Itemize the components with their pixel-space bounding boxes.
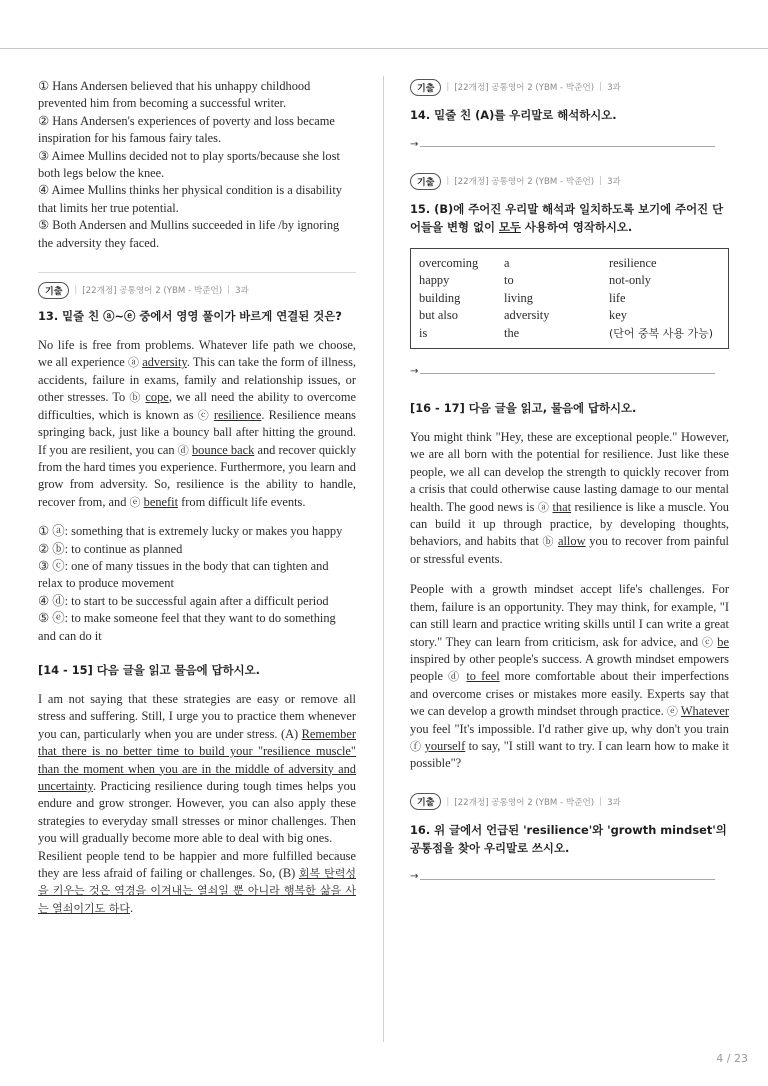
q13-passage: No life is free from problems. Whatever life path we choose, we all experience ⓐ adversity. This can take the form of illness, accidents, failure in exams, family and relationship issues, or other stresses. To ⓑ cope, we all need the ability to overcome difficulties, which is known as ⓒ resilience. Resilience means springing back, just like a bouncy ball after hitting the ground. If you are resilient, you can ⓓ bounce back and recover quickly from the hard times you experience. Furthermore, you learn and grow from adversity. So, resilience is the ability to handle, recover from, and ⓔ benefit from difficult life events. xyxy=(38,338,357,509)
exam-badge: 기출 xyxy=(410,79,441,96)
option-3: ③ Aimee Mullins decided not to play sports/because she lost both legs below the knee. xyxy=(38,148,340,181)
passage-16-17-p1: You might think "Hey, these are exceptional people." However, we are all born with the potential for resilience. Just like these people, we all can develop the strength to quickly recover from a crisis that could otherwise cause lasting damage to our mental health. The good news is ⓐ that resilience is like a muscle. You can build it up through practice, by developing thoughts, behaviors, and habits that ⓑ allow you to recover from painful or stressful events. xyxy=(410,430,729,566)
word-c: be xyxy=(717,634,729,649)
q15-title: 15. (B)에 주어진 우리말 해석과 일치하도록 보기에 주어진 단어들을 변형 없이 모두 사용하여 영작하시오. xyxy=(410,202,724,234)
source-tag: 기출 | [22개정] 공통영어 2 (YBM - 박준언) | 3과 xyxy=(38,281,356,299)
word: the xyxy=(504,325,520,340)
right-column xyxy=(410,78,729,885)
word: happy xyxy=(419,273,450,288)
q14-answer-line[interactable] xyxy=(410,136,729,152)
source-tag: 기출 | [22개정] 공통영어 2 (YBM - 박준언) | 3과 xyxy=(410,78,729,96)
word: to xyxy=(504,273,514,288)
arrow-icon: → xyxy=(410,365,419,377)
q12-options xyxy=(38,78,356,252)
q16-answer-line[interactable] xyxy=(410,869,729,885)
word: but also xyxy=(419,308,458,323)
section-16-17-title: [16 - 17] 다음 글을 읽고, 물음에 답하시오. xyxy=(410,401,637,416)
page-number: 4 / 23 xyxy=(716,1052,748,1065)
source-tag: 기출 | [22개정] 공통영어 2 (YBM - 박준언) | 3과 xyxy=(410,793,729,811)
word: building xyxy=(419,290,461,305)
q13-options xyxy=(38,523,356,645)
option-4: ④ ⓓ: to start to be successful again after a difficult period xyxy=(38,593,329,608)
source-text: [22개정] 공통영어 2 (YBM - 박준언) xyxy=(82,286,223,297)
exam-badge: 기출 xyxy=(410,793,441,810)
word: a xyxy=(504,256,510,270)
lesson-text: 3과 xyxy=(607,83,621,93)
option-5: ⑤ Both Andersen and Mullins succeeded in life /by ignoring the adversity they faced. xyxy=(38,218,340,250)
option-4: ④ Aimee Mullins thinks her physical condition is a disability that limits her true potential. xyxy=(38,183,342,215)
word-c: resilience xyxy=(213,407,262,422)
arrow-icon: → xyxy=(410,138,419,150)
word-f: yourself xyxy=(424,738,466,753)
passage-14-15-p1: I am not saying that these strategies are easy or remove all stress and suffering. Still, I urge you to practice them whenever you can, particularly when you are under stress. (A) Remember that there is no better time to build your "resilience muscle" than the moment when you are in the middle of adversity and uncertainty. Practicing resilience during tough times helps you endure and grow stronger. However, you can also apply these strategies to everyday small stresses or minor challenges. Then you will gradually become more able to deal with big ones. xyxy=(38,691,356,846)
word-a: that xyxy=(552,499,572,514)
word-e: benefit xyxy=(143,494,179,509)
q13-title: 13. 밑줄 친 ⓐ~ⓔ 중에서 영영 풀이가 바르게 연결된 것은? xyxy=(38,309,342,324)
word-bank xyxy=(410,248,729,349)
word: overcoming xyxy=(419,256,479,270)
passage-16-17-p2: People with a growth mindset accept life's challenges. For them, failure is an opportunity. They may think, for example, "I can still learn and practice writing skills until I can write a great story." They can learn from criticism, ask for advice, and ⓒ be inspired by other people's success. A growth mindset empowers people ⓓ to feel more comfortable about their imperfections and overcome crises or mistakes more easily. Experts say that we can develop a growth mindset through practice. ⓔ Whatever you feel "It's impossible. I'd rather give up, why don't you train ⓕ yourself to say, "I still want to try. I can learn how to make it possible"? xyxy=(410,582,729,771)
option-2: ② ⓑ: to continue as planned xyxy=(38,541,183,556)
arrow-icon: → xyxy=(410,871,419,883)
lesson-text: 3과 xyxy=(607,177,621,187)
left-column xyxy=(38,78,356,917)
word-a: adversity xyxy=(142,355,187,370)
word-d: to feel xyxy=(466,669,500,684)
lesson-text: 3과 xyxy=(607,797,621,808)
source-text: [22개정] 공통영어 2 (YBM - 박준언) xyxy=(454,177,595,187)
word: adversity xyxy=(504,308,550,323)
source-text: [22개정] 공통영어 2 (YBM - 박준언) xyxy=(454,797,595,808)
lesson-text: 3과 xyxy=(235,286,249,297)
underlined-a: Remember that there is no better time to build your "resilience muscle" than the moment when you are in the middle of adversity and uncertainty xyxy=(38,726,356,793)
option-1: ① Hans Andersen believed that his unhappy childhood prevented him from becoming a successful writer. xyxy=(38,79,311,111)
word: living xyxy=(504,290,533,305)
word-e: Whatever xyxy=(680,704,729,719)
word-d: bounce back xyxy=(191,442,255,457)
word: not-only xyxy=(609,273,651,288)
option-3: ③ ⓒ: one of many tissues in the body that can tighten and relax to produce movement xyxy=(38,558,329,591)
q15-answer-line[interactable] xyxy=(410,363,729,379)
section-14-15-title: [14 - 15] 다음 글을 읽고 물음에 답하시오. xyxy=(38,662,260,677)
word: (단어 중복 사용 가능) xyxy=(609,326,714,340)
word: resilience xyxy=(609,256,657,270)
q16-title: 16. 위 글에서 언급된 'resilience'와 'growth mindset'의 공통점을 찾아 우리말로 쓰시오. xyxy=(410,822,727,855)
option-5: ⑤ ⓔ: to make someone feel that they want to do something and can do it xyxy=(38,611,336,643)
option-2: ② Hans Andersen's experiences of poverty and loss became inspiration for his famous fairy tales. xyxy=(38,113,335,146)
word: life xyxy=(609,290,626,305)
source-text: [22개정] 공통영어 2 (YBM - 박준언) xyxy=(454,83,595,93)
exam-badge: 기출 xyxy=(38,282,69,299)
underlined-b: 회복 탄력성을 키우는 것은 역경을 이겨내는 열쇠일 뿐 아니라 행복한 삶을 사는 열쇠이기도 하다 xyxy=(38,867,356,915)
word: key xyxy=(609,308,627,323)
word: is xyxy=(419,325,428,340)
source-tag: 기출 | [22개정] 공통영어 2 (YBM - 박준언) | 3과 xyxy=(410,172,729,190)
header-rule xyxy=(0,48,768,49)
word-b: cope xyxy=(145,390,169,405)
word-b: allow xyxy=(557,534,586,549)
q14-title: 14. 밑줄 친 (A)를 우리말로 해석하시오. xyxy=(410,108,617,122)
exam-badge: 기출 xyxy=(410,173,441,190)
option-1: ① ⓐ: something that is extremely lucky or makes you happy xyxy=(38,524,343,539)
column-divider xyxy=(383,76,384,1042)
section-rule xyxy=(38,272,356,273)
passage-14-15-p2: Resilient people tend to be happier and more fulfilled because they are less afraid of failing or challenges. So, (B) 회복 탄력성을 키우는 것은 역경을 이겨내는 열쇠일 뿐 아니라 행복한 삶을 사는 열쇠이기도 하다. xyxy=(38,848,356,915)
